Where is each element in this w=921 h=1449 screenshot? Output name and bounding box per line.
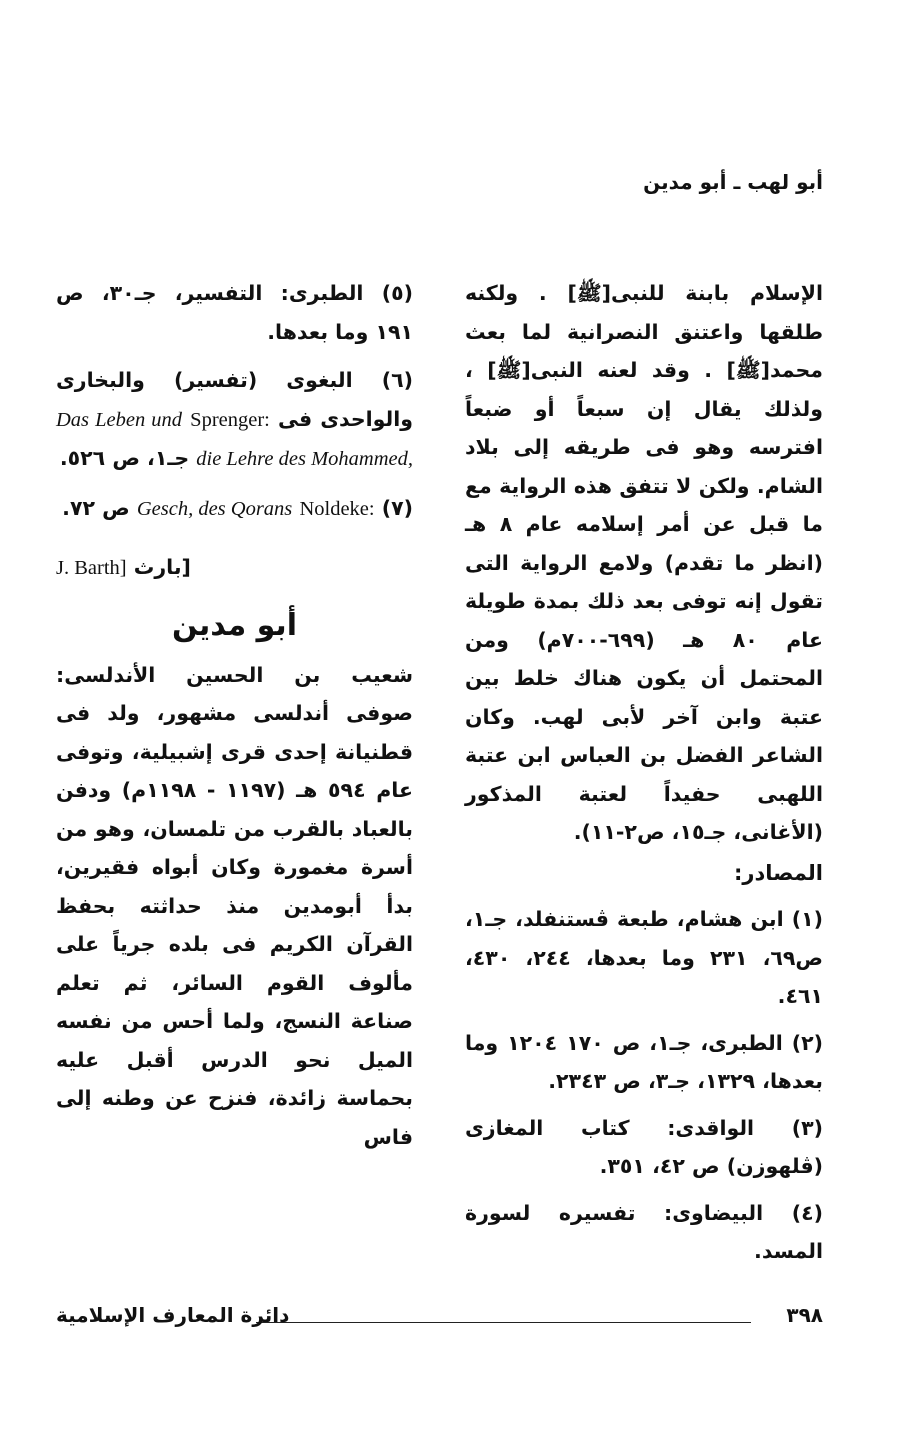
reference-6-arabic: (٦) البغوى (تفسير) والبخارى والواحدى فى (56, 368, 413, 431)
reference-7-author: Noldeke: (299, 497, 375, 520)
reference-1: (١) ابن هشام، طبعة ڤستنفلد، جـ١، ص٦٩، ٢٣١ وما بعدها، ٢٤٤، ٤٣٠، ٤٦١. (465, 907, 823, 1008)
footer-rule (256, 1322, 751, 1323)
reference-7-work-title: Gesch, des Qorans (136, 497, 293, 520)
reference-7-pages: ص ٧٢. (62, 495, 130, 520)
article-title: أبو مدين (172, 607, 297, 643)
page-number: ٣٩٨ (786, 1303, 823, 1327)
signature-latin: J. Barth] (56, 557, 127, 579)
publication-title: دائرة المعارف الإسلامية (56, 1303, 290, 1327)
page-footer (56, 1303, 823, 1343)
reference-6 (56, 361, 413, 479)
signature-arabic: [بارث (133, 555, 191, 579)
article-body: شعيب بن الحسين الأندلسى: صوفى أندلسى مشهور، ولد فى قطنيانة إحدى قرى إشبيلية، وتوفى عام ٥٩٤ هـ (١١٩٧ - ١١٩٨م) ودفن بالعباد بالقرب من تلمسان، وهو من أسرة مغمورة وكان أبواه فقيرين، بدأ أبومدين منذ حداثته بحفظ القرآن الكريم فى بلده جرياً على مألوف القوم السائر، ثم تعلم صناعة النسج، ولما أحس من نفسه الميل نحو الدرس أقبل عليه بحماسة زائدة، فنزح عن وطنه إلى فاس (56, 662, 413, 1149)
sources-heading: المصادر: (733, 860, 823, 885)
article-continuation-paragraph: الإسلام بابنة للنبى[ﷺ] . ولكنه طلقها واعتنق النصرانية لما بعث محمد[ﷺ] . وقد لعنه النبى[ﷺ] ، ولذلك يقال إن سبعاً أو ضبعاً افترسه وهو فى طريقه إلى بلاد الشام. ولكن لا تتفق هذه الرواية مع ما قبل عن أمر إسلامه عام ٨ هـ (انظر ما تقدم) ولامع الرواية التى تقول إنه توفى بعد ذلك بمدة طويلة عام ٨٠ هـ (٦٩٩-٧٠٠م) ومن المحتمل أن يكون هناك خلط بين عتبة وابن آخر لأبى لهب. وكان الشاعر الفضل بن العباس ابن عتبة اللهبى حفيداً لعتبة المذكور (الأغانى، جـ١٥، ص٢-١١). (465, 281, 823, 844)
reference-4: (٤) البيضاوى: تفسيره لسورة المسد. (465, 1200, 823, 1263)
author-signature (56, 548, 413, 588)
reference-5: (٥) الطبرى: التفسير، جـ٣٠، ص ١٩١ وما بعدها. (56, 281, 413, 344)
reference-3: (٣) الواقدى: كتاب المغازى (ڤلهوزن) ص ٤٢، ٣٥١. (465, 1115, 823, 1178)
reference-7 (56, 489, 413, 529)
reference-2: (٢) الطبرى، جـ١، ص ١٧٠ ١٢٠٤ وما بعدها، ١٣٢٩، جـ٣، ص ٢٣٤٣. (465, 1030, 823, 1093)
reference-6-work-title: Das Leben und die Lehre des Mohammed, (56, 408, 413, 470)
left-column (56, 274, 413, 1156)
right-column (465, 274, 823, 1271)
reference-6-pages: جـ١، ص ٥٢٦. (59, 446, 190, 470)
running-head: أبو لهب ـ أبو مدين (643, 170, 823, 194)
reference-7-number: (٧) (381, 495, 413, 520)
reference-6-author: Sprenger: (190, 408, 270, 431)
